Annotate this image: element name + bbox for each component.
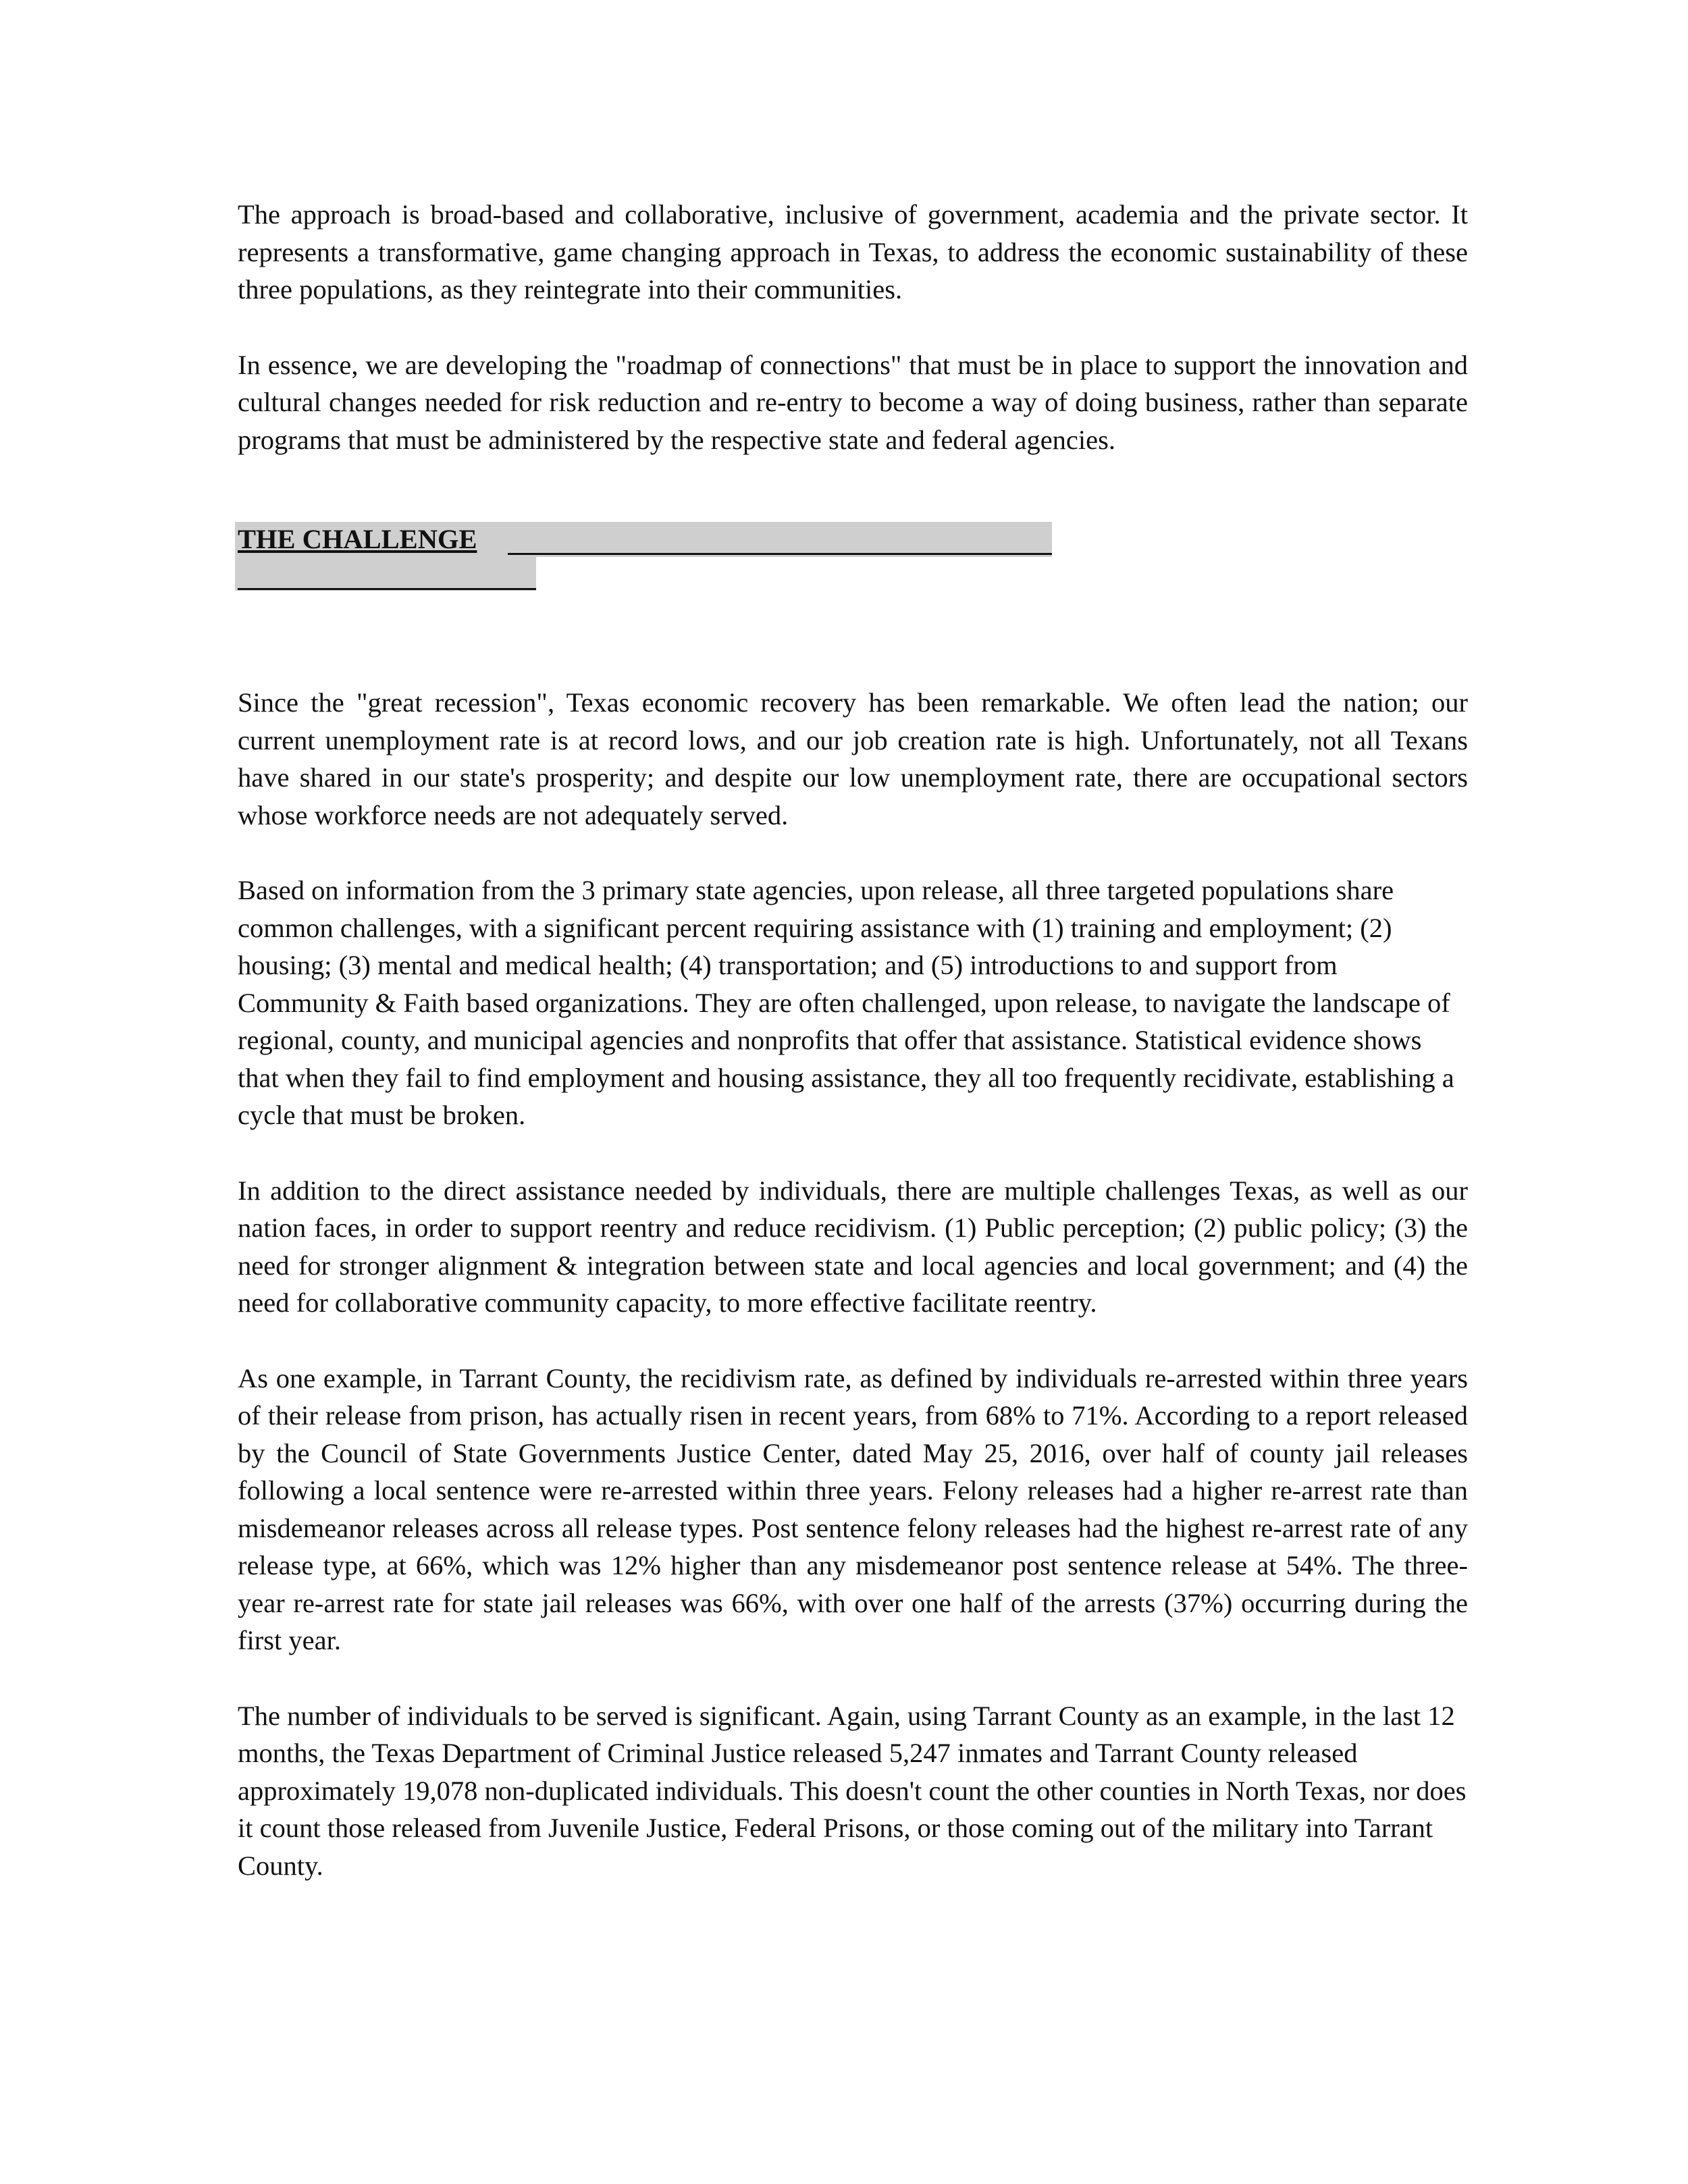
challenge-paragraph-recidivism-rate: As one example, in Tarrant County, the recidivism rate, as defined by individuals re-arrested within three years of their release from prison, has actually risen in recent years, from 68% to 71%. According to a report released by the Council of State Governments Justice Center, dated May 25, 2016, over half of county jail releases following a local sentence were re-arrested within three years. Felony releases had a higher re-arrest rate than misdemeanor releases across all release types. Post sentence felony releases had the highest re-arrest rate of any release type, at 66%, which was 12% higher than any misdemeanor post sentence release at 54%. The three-year re-arrest rate for state jail releases was 66%, with over one half of the arrests (37%) occurring during the first year. xyxy=(238,1362,1468,1655)
heading-highlight-line-2 xyxy=(235,557,536,591)
heading-underline-rule-1 xyxy=(508,553,1052,555)
challenge-paragraph-common-challenges: Based on information from the 3 primary state agencies, upon release, all three targeted populations share common challenges, with a significant percent requiring assistance with (1) training and employment; (2) housing; (3) mental and medical health; (4) transportation; and (5) introductions to and support from Community & Faith based organizations. They are often challenged, upon release, to navigate the landscape of regional, county, and municipal agencies and nonprofits that offer that assistance. Statistical evidence shows that when they fail to find employment and housing assistance, they all too frequently recidivate, establishing a cycle that must be broken. xyxy=(238,875,1454,1130)
page-content xyxy=(238,196,1468,1922)
intro-paragraph-roadmap: In essence, we are developing the "roadmap of connections" that must be in place to support the innovation and cultural changes needed for risk reduction and re-entry to become a way of doing business, rather than separate programs that must be administered by the respective state and federal agencies. xyxy=(238,349,1468,455)
section-heading: THE CHALLENGE xyxy=(238,524,477,554)
challenge-paragraph-individuals-served: The number of individuals to be served is significant. Again, using Tarrant County as an example, in the last 12 months, the Texas Department of Criminal Justice released 5,247 inmates and Tarrant County released approximately 19,078 non-duplicated individuals. This doesn't count the other counties in North Texas, nor does it count those released from Juvenile Justice, Federal Prisons, or those coming out of the military into Tarrant County. xyxy=(238,1700,1467,1881)
intro-paragraph-approach: The approach is broad-based and collaborative, inclusive of government, academia and the private sector. It represents a transformative, game changing approach in Texas, to address the economic sustainability of these three populations, as they reintegrate into their communities. xyxy=(238,199,1468,304)
section-heading-block xyxy=(238,522,1468,684)
heading-underline-rule-2 xyxy=(238,588,536,590)
challenge-paragraph-multiple-challenges: In addition to the direct assistance needed by individuals, there are multiple challenges Texas, as well as our nation faces, in order to support reentry and reduce recidivism. (1) Public perception; (2) public policy; (3) the need for stronger alignment & integration between state and local agencies and local government; and (4) the need for collaborative community capacity, to more effective facilitate reentry. xyxy=(238,1175,1468,1318)
challenge-paragraph-recovery: Since the "great recession", Texas economic recovery has been remarkable. We often lead the nation; our current unemployment rate is at record lows, and our job creation rate is high. Unfortunately, not all Texans have shared in our state's prosperity; and despite our low unemployment rate, there are occupational sectors whose workforce needs are not adequately served. xyxy=(238,687,1468,830)
